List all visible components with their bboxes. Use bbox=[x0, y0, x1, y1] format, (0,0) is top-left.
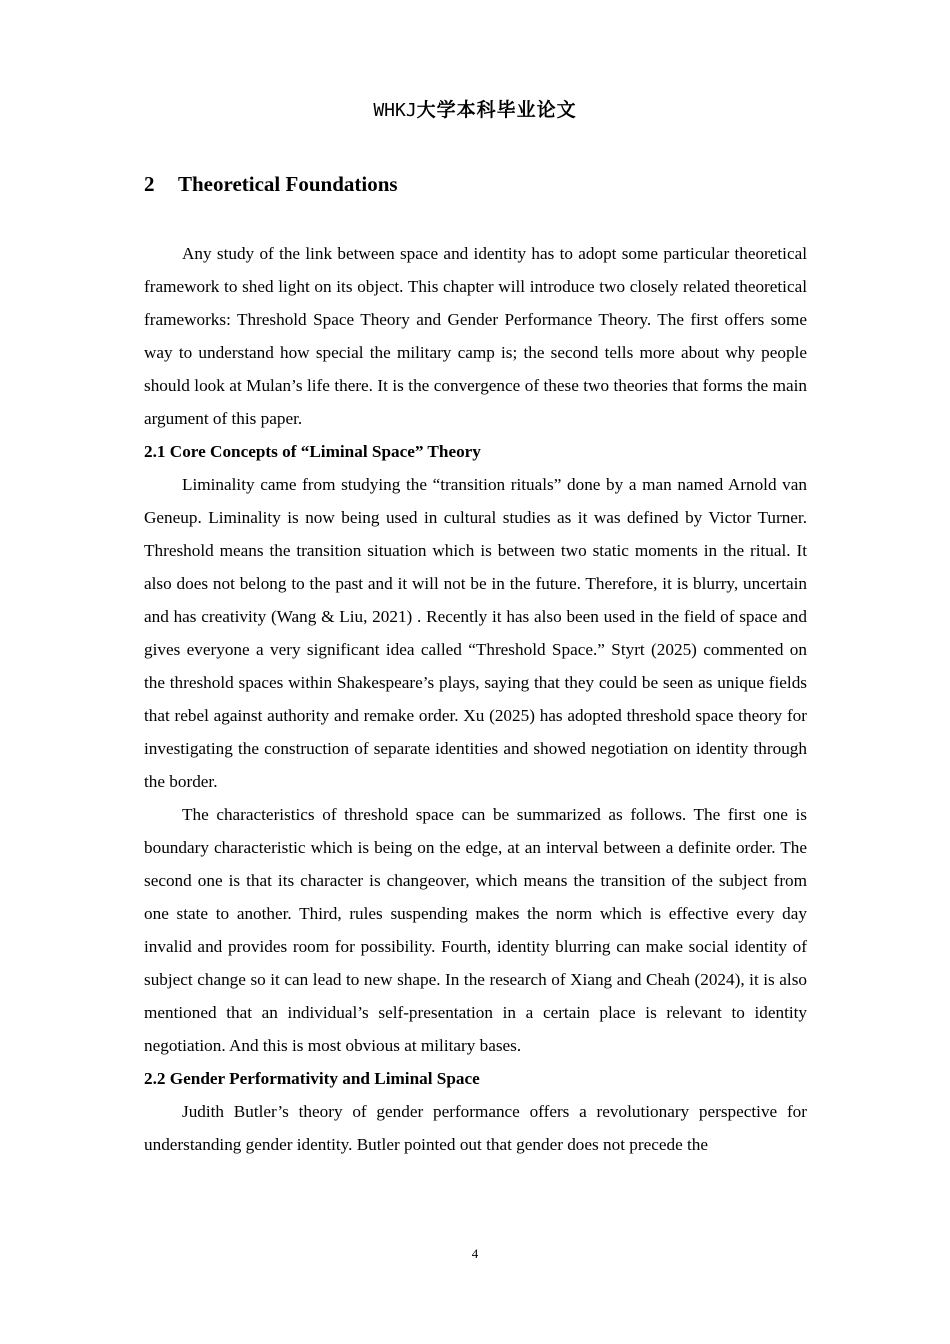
paragraph-2-1-a: Liminality came from studying the “transition rituals” done by a man named Arnold van Geneup. Liminality is now being used in cultural studies as it was defined by Victor Turner. Threshold means the transition situation which is between two static moments in the ritual. It also does not belong to the past and it will not be in the future. Therefore, it is blurry, uncertain and has creativity (Wang & Liu, 2021) . Recently it has also been used in the field of space and gives everyone a very significant idea called “Threshold Space.” Styrt (2025) commented on the threshold spaces within Shakespeare’s plays, saying that they could be seen as unique fields that rebel against authority and remake order. Xu (2025) has adopted threshold space theory for investigating the construction of separate identities and showed negotiation on identity through the border. bbox=[144, 475, 807, 791]
chapter-number: 2 bbox=[144, 172, 155, 196]
chapter-title bbox=[144, 172, 398, 197]
header-cjk: 大学本科毕业论文 bbox=[416, 100, 577, 121]
page-number: 4 bbox=[471, 1246, 479, 1261]
header-latin: WHKJ bbox=[373, 100, 417, 121]
paragraph-2-1-b: The characteristics of threshold space can be summarized as follows. The first one is boundary characteristic which is being on the edge, at an interval between a definite order. The second one is that its character is changeover, which means the transition of the subject from one state to another. Third, rules suspending makes the norm which is effective every day invalid and provides room for possibility. Fourth, identity blurring can make social identity of subject change so it can lead to new shape. In the research of Xiang and Cheah (2024), it is also mentioned that an individual’s self-presentation in a certain place is relevant to identity negotiation. And this is most obvious at military bases. bbox=[144, 805, 807, 1055]
section-heading-2-2: 2.2 Gender Performativity and Liminal Space bbox=[144, 1069, 480, 1088]
paragraph-2-2-a: Judith Butler’s theory of gender performance offers a revolutionary perspective for understanding gender identity. Butler pointed out that gender does not precede the bbox=[144, 1102, 807, 1154]
paragraph-intro: Any study of the link between space and identity has to adopt some particular theoretical framework to shed light on its object. This chapter will introduce two closely related theoretical frameworks: Threshold Space Theory and Gender Performance Theory. The first offers some way to understand how special the military camp is; the second tells more about why people should look at Mulan’s life there. It is the convergence of these two theories that forms the main argument of this paper. bbox=[144, 244, 807, 428]
section-heading-2-1: 2.1 Core Concepts of “Liminal Space” Theory bbox=[144, 442, 481, 461]
running-header bbox=[0, 95, 950, 122]
body-text bbox=[144, 237, 807, 1161]
chapter-title-text: Theoretical Foundations bbox=[178, 172, 398, 196]
